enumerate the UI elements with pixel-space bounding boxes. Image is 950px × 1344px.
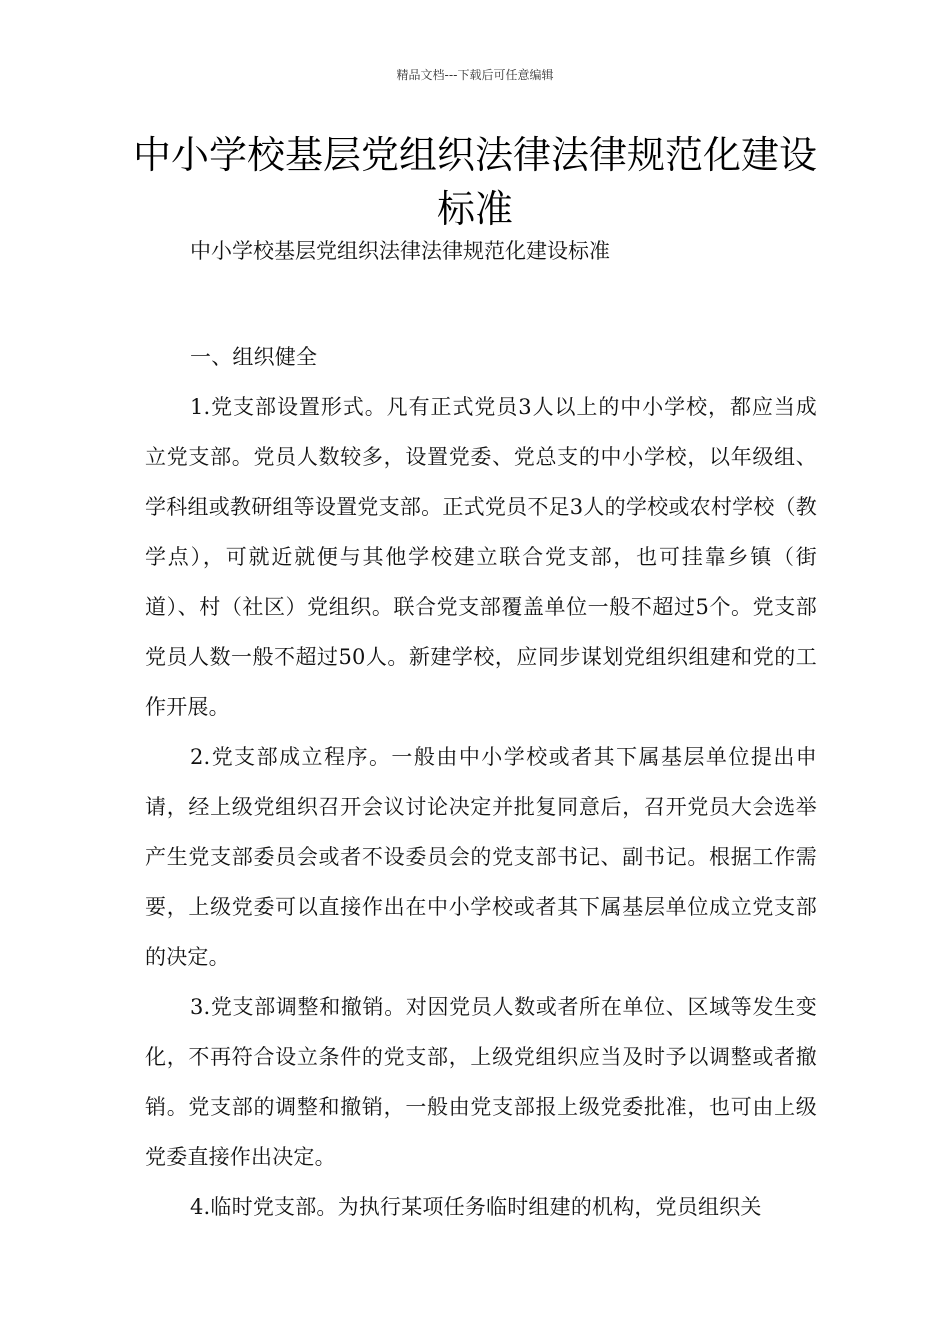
paragraph-2: 2.党支部成立程序。一般由中小学校或者其下属基层单位提出申请，经上级党组织召开会议讨论决定并批复同意后，召开党员大会选举产生党支部委员会或者不设委员会的党支部书记、副书记。根据工作需要，上级党委可以直接作出在中小学校或者其下属基层单位成立党支部的决定。 (145, 745, 817, 969)
document-title: 中小学校基层党组织法律法律规范化建设标准 (132, 133, 817, 231)
document-subtitle: 中小学校基层党组织法律法律规范化建设标准 (190, 239, 610, 263)
paragraph-1: 1.党支部设置形式。凡有正式党员3人以上的中小学校，都应当成立党支部。党员人数较多，设置党委、党总支的中小学校，以年级组、学科组或教研组等设置党支部。正式党员不足3人的学校或农村学校（教学点），可就近就便与其他学校建立联合党支部，也可挂靠乡镇（街道）、村（社区）党组织。联合党支部覆盖单位一般不超过5个。党支部党员人数一般不超过50人。新建学校，应同步谋划党组织组建和党的工作开展。 (145, 395, 817, 719)
header-note: 精品文档---下载后可任意编辑 (396, 68, 554, 82)
paragraph-4: 4.临时党支部。为执行某项任务临时组建的机构，党员组织关 (190, 1195, 762, 1219)
section-heading: 一、组织健全 (190, 345, 318, 369)
document-body (145, 332, 817, 1232)
paragraph-3: 3.党支部调整和撤销。对因党员人数或者所在单位、区域等发生变化，不再符合设立条件的党支部，上级党组织应当及时予以调整或者撤销。党支部的调整和撤销，一般由党支部报上级党委批准，也可由上级党委直接作出决定。 (145, 995, 817, 1169)
